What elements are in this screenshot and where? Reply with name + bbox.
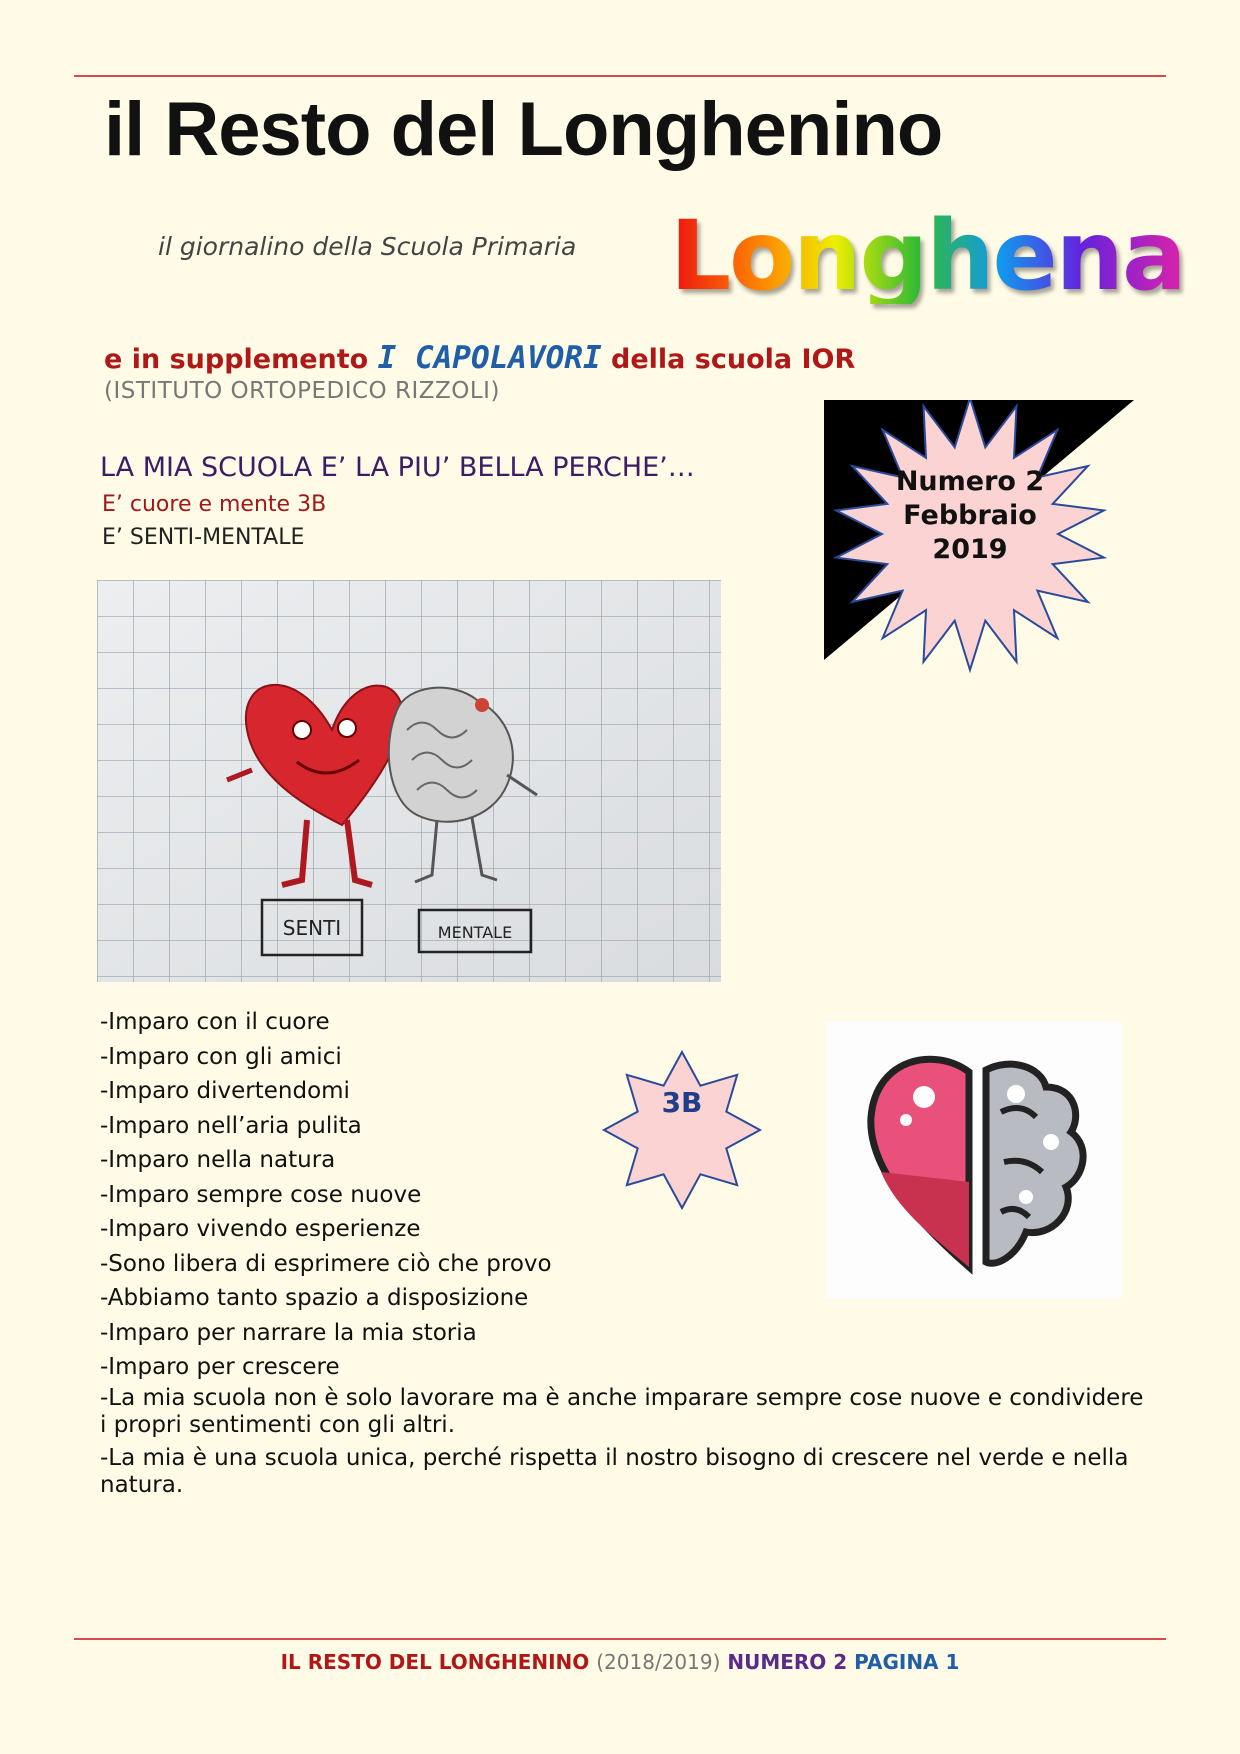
heart-brain-illustration xyxy=(826,1022,1122,1298)
list-item: -Imparo per crescere xyxy=(100,1354,340,1380)
drawing-label-senti: SENTI xyxy=(282,916,342,940)
bottom-rule xyxy=(74,1638,1166,1640)
footer-issue: NUMERO 2 xyxy=(727,1650,848,1674)
article-tagline: E’ SENTI-MENTALE xyxy=(102,525,305,550)
drawing-photo xyxy=(97,580,721,982)
supplement-prefix: e in supplemento xyxy=(104,344,369,375)
footer-name: IL RESTO DEL LONGHENINO xyxy=(280,1650,590,1674)
supplement-highlight: I CAPOLAVORI xyxy=(377,340,602,376)
article-heading: LA MIA SCUOLA E’ LA PIU’ BELLA PERCHE’… xyxy=(100,452,695,483)
list-item: -Imparo divertendomi xyxy=(100,1078,350,1104)
list-item: -Imparo nella natura xyxy=(100,1147,336,1173)
institute-name: (ISTITUTO ORTOPEDICO RIZZOLI) xyxy=(104,378,500,404)
top-rule xyxy=(74,75,1166,77)
footer-page: PAGINA 1 xyxy=(854,1650,960,1674)
list-item: -Imparo sempre cose nuove xyxy=(100,1181,422,1208)
footer-years: (2018/2019) xyxy=(596,1650,721,1674)
class-star xyxy=(600,1048,764,1212)
issue-badge-text xyxy=(850,465,1090,567)
list-item: -Imparo nell’aria pulita xyxy=(100,1112,362,1139)
page-footer xyxy=(74,1650,1166,1674)
issue-year: 2019 xyxy=(932,534,1008,565)
supplement-suffix: della scuola IOR xyxy=(611,344,856,375)
issue-number: Numero 2 xyxy=(895,466,1045,497)
list-item: -Sono libera di esprimere ciò che provo xyxy=(100,1250,552,1277)
article-subheading: E’ cuore e mente 3B xyxy=(102,492,327,517)
supplement-line xyxy=(104,340,855,376)
newspaper-subtitle: il giornalino della Scuola Primaria xyxy=(158,232,577,261)
list-item: -Imparo con il cuore xyxy=(100,1009,330,1035)
class-star-shape xyxy=(604,1052,760,1208)
list-item: -Abbiamo tanto spazio a disposizione xyxy=(100,1285,529,1311)
list-item: -Imparo per narrare la mia storia xyxy=(100,1319,477,1346)
newspaper-title: il Resto del Longhenino xyxy=(104,87,943,172)
list-item: -Imparo vivendo esperienze xyxy=(100,1216,421,1242)
school-logo: Longhena xyxy=(670,200,1185,312)
list-item: -Imparo con gli amici xyxy=(100,1043,342,1070)
drawing-label-mentale: MENTALE xyxy=(437,923,513,942)
class-label: 3B xyxy=(661,1086,703,1119)
list-item: -La mia è una scuola unica, perché rispetta il nostro bisogno di crescere nel verde e nella natura. xyxy=(100,1444,1129,1498)
list-item: -La mia scuola non è solo lavorare ma è anche imparare sempre cose nuove e condividere i propri sentimenti con gli altri. xyxy=(100,1384,1144,1438)
issue-month: Febbraio xyxy=(903,500,1037,531)
